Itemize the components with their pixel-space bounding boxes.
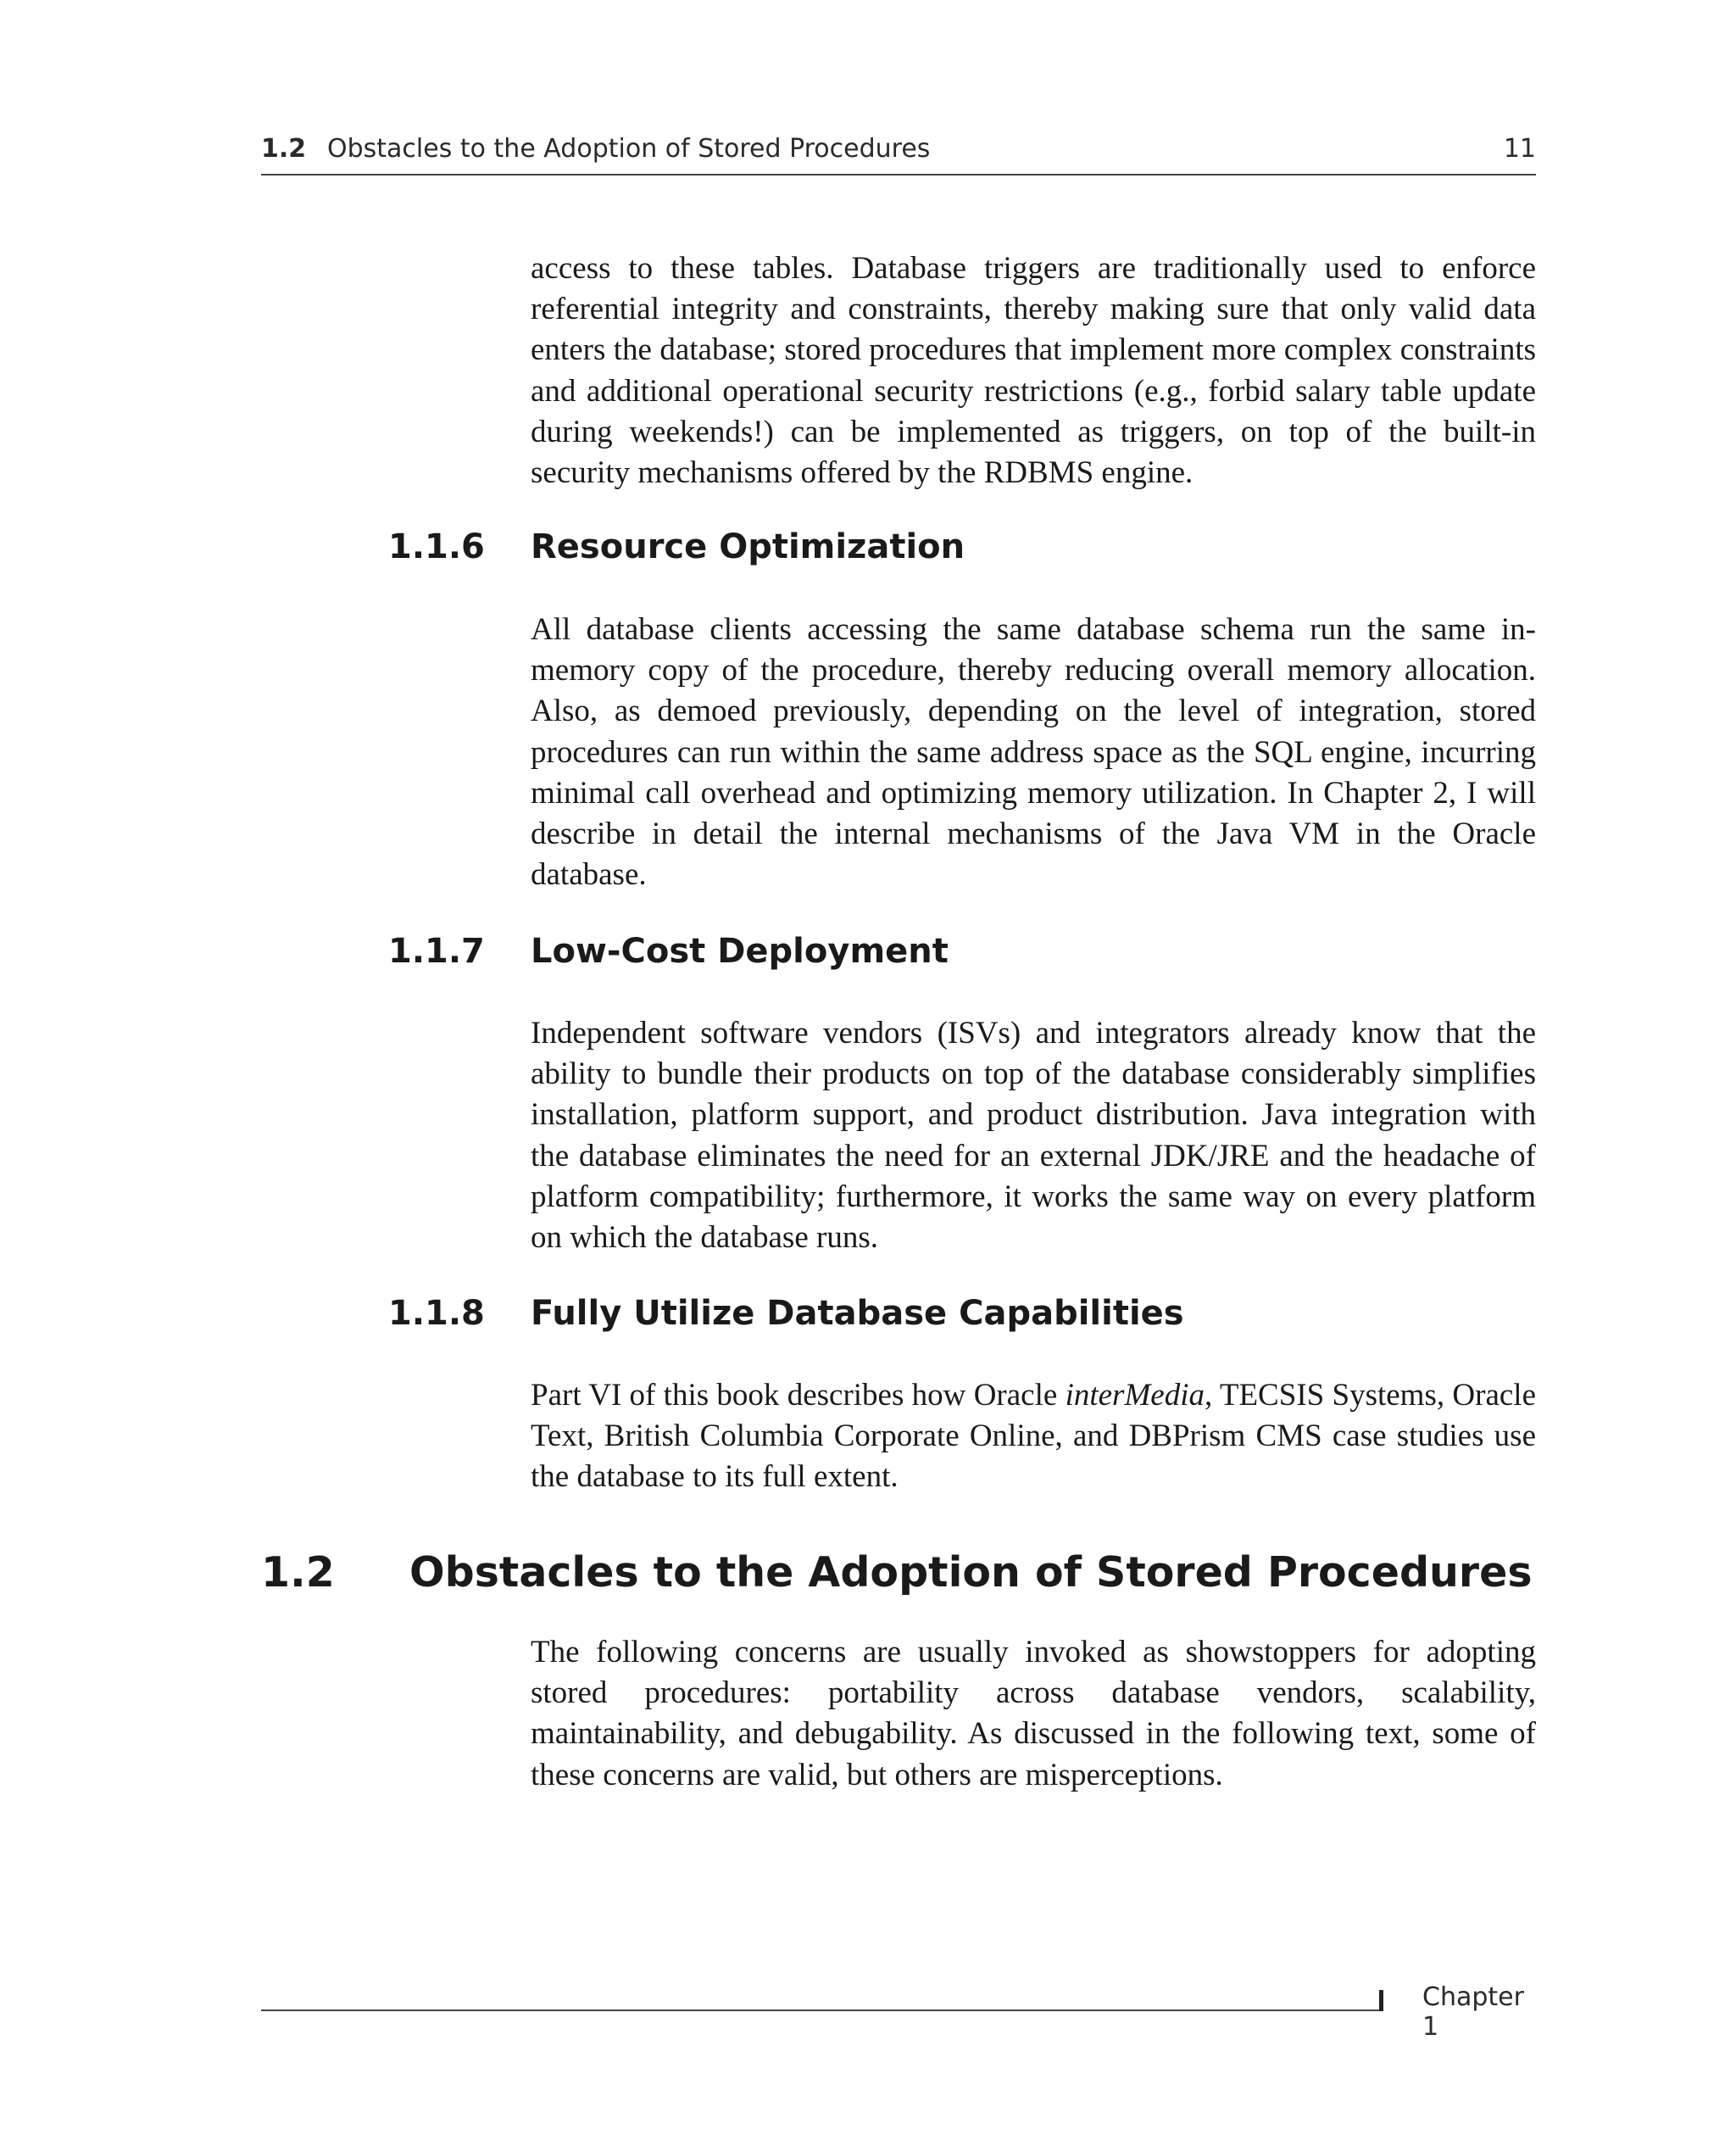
section-heading-1-2	[261, 1548, 1566, 1609]
subsection-heading-1-1-7	[388, 932, 1575, 983]
footer-rule	[261, 2009, 1382, 2011]
footer-tick-mark	[1379, 1990, 1383, 2011]
subsection-number: 1.1.8	[388, 1294, 485, 1333]
running-head	[261, 129, 1536, 173]
subsection-number: 1.1.6	[388, 527, 485, 566]
paragraph-text: , TECSIS Systems, Oracle Text, British Columbia Corporate Online, and DBPrism CMS case studies use the database to its full extent.	[531, 1378, 1536, 1495]
section-title: Obstacles to the Adoption of Stored Procedures	[409, 1548, 1533, 1597]
subsection-heading-1-1-8	[388, 1294, 1575, 1345]
footer-chapter-label: Chapter 1	[1422, 1982, 1524, 2042]
section-paragraph-1-2: The following concerns are usually invoked as showstoppers for adopting stored procedures: portability across database vendors, scalability, maintainability, and debugability. As discussed in the following text, some of these concerns are valid, but others are misperceptions.	[531, 1635, 1536, 1792]
subsection-paragraph-1-1-8	[531, 1375, 1536, 1498]
header-rule	[261, 174, 1536, 176]
paragraph-text: Part VI of this book describes how Oracle	[531, 1378, 1066, 1413]
product-name-italic: interMedia	[1065, 1378, 1205, 1413]
subsection-title: Low-Cost Deployment	[531, 932, 949, 971]
page-number: 11	[1503, 134, 1536, 164]
section-number: 1.2	[261, 1548, 335, 1597]
subsection-title: Resource Optimization	[531, 527, 965, 566]
running-head-section-title: Obstacles to the Adoption of Stored Procedures	[327, 134, 931, 164]
running-head-section-number: 1.2	[261, 134, 307, 164]
subsection-title: Fully Utilize Database Capabilities	[531, 1294, 1184, 1333]
subsection-paragraph-1-1-6: All database clients accessing the same database schema run the same in-memory copy of the procedure, thereby reducing overall memory allocation. Also, as demoed previously, depending on the level of integration, stored procedures can run within the same address space as the SQL engine, incurring minimal call overhead and optimizing memory utilization. In Chapter 2, I will describe in detail the internal mechanisms of the Java VM in the Oracle database.	[531, 612, 1536, 893]
subsection-paragraph-1-1-7: Independent software vendors (ISVs) and integrators already know that the ability to bundle their products on top of the database considerably simplifies installation, platform support, and product distribution. Java integration with the database eliminates the need for an external JDK/JRE and the headache of platform compatibility; furthermore, it works the same way on every platform on which the database runs.	[531, 1016, 1536, 1256]
subsection-heading-1-1-6	[388, 527, 1575, 578]
intro-paragraph: access to these tables. Database triggers are traditionally used to enforce referential integrity and constraints, thereby making sure that only valid data enters the database; stored procedures that implement more complex constraints and additional operational security restrictions (e.g., forbid salary table update during weekends!) can be implemented as triggers, on top of the built-in security mechanisms offered by the RDBMS engine.	[531, 251, 1536, 491]
subsection-number: 1.1.7	[388, 932, 485, 971]
